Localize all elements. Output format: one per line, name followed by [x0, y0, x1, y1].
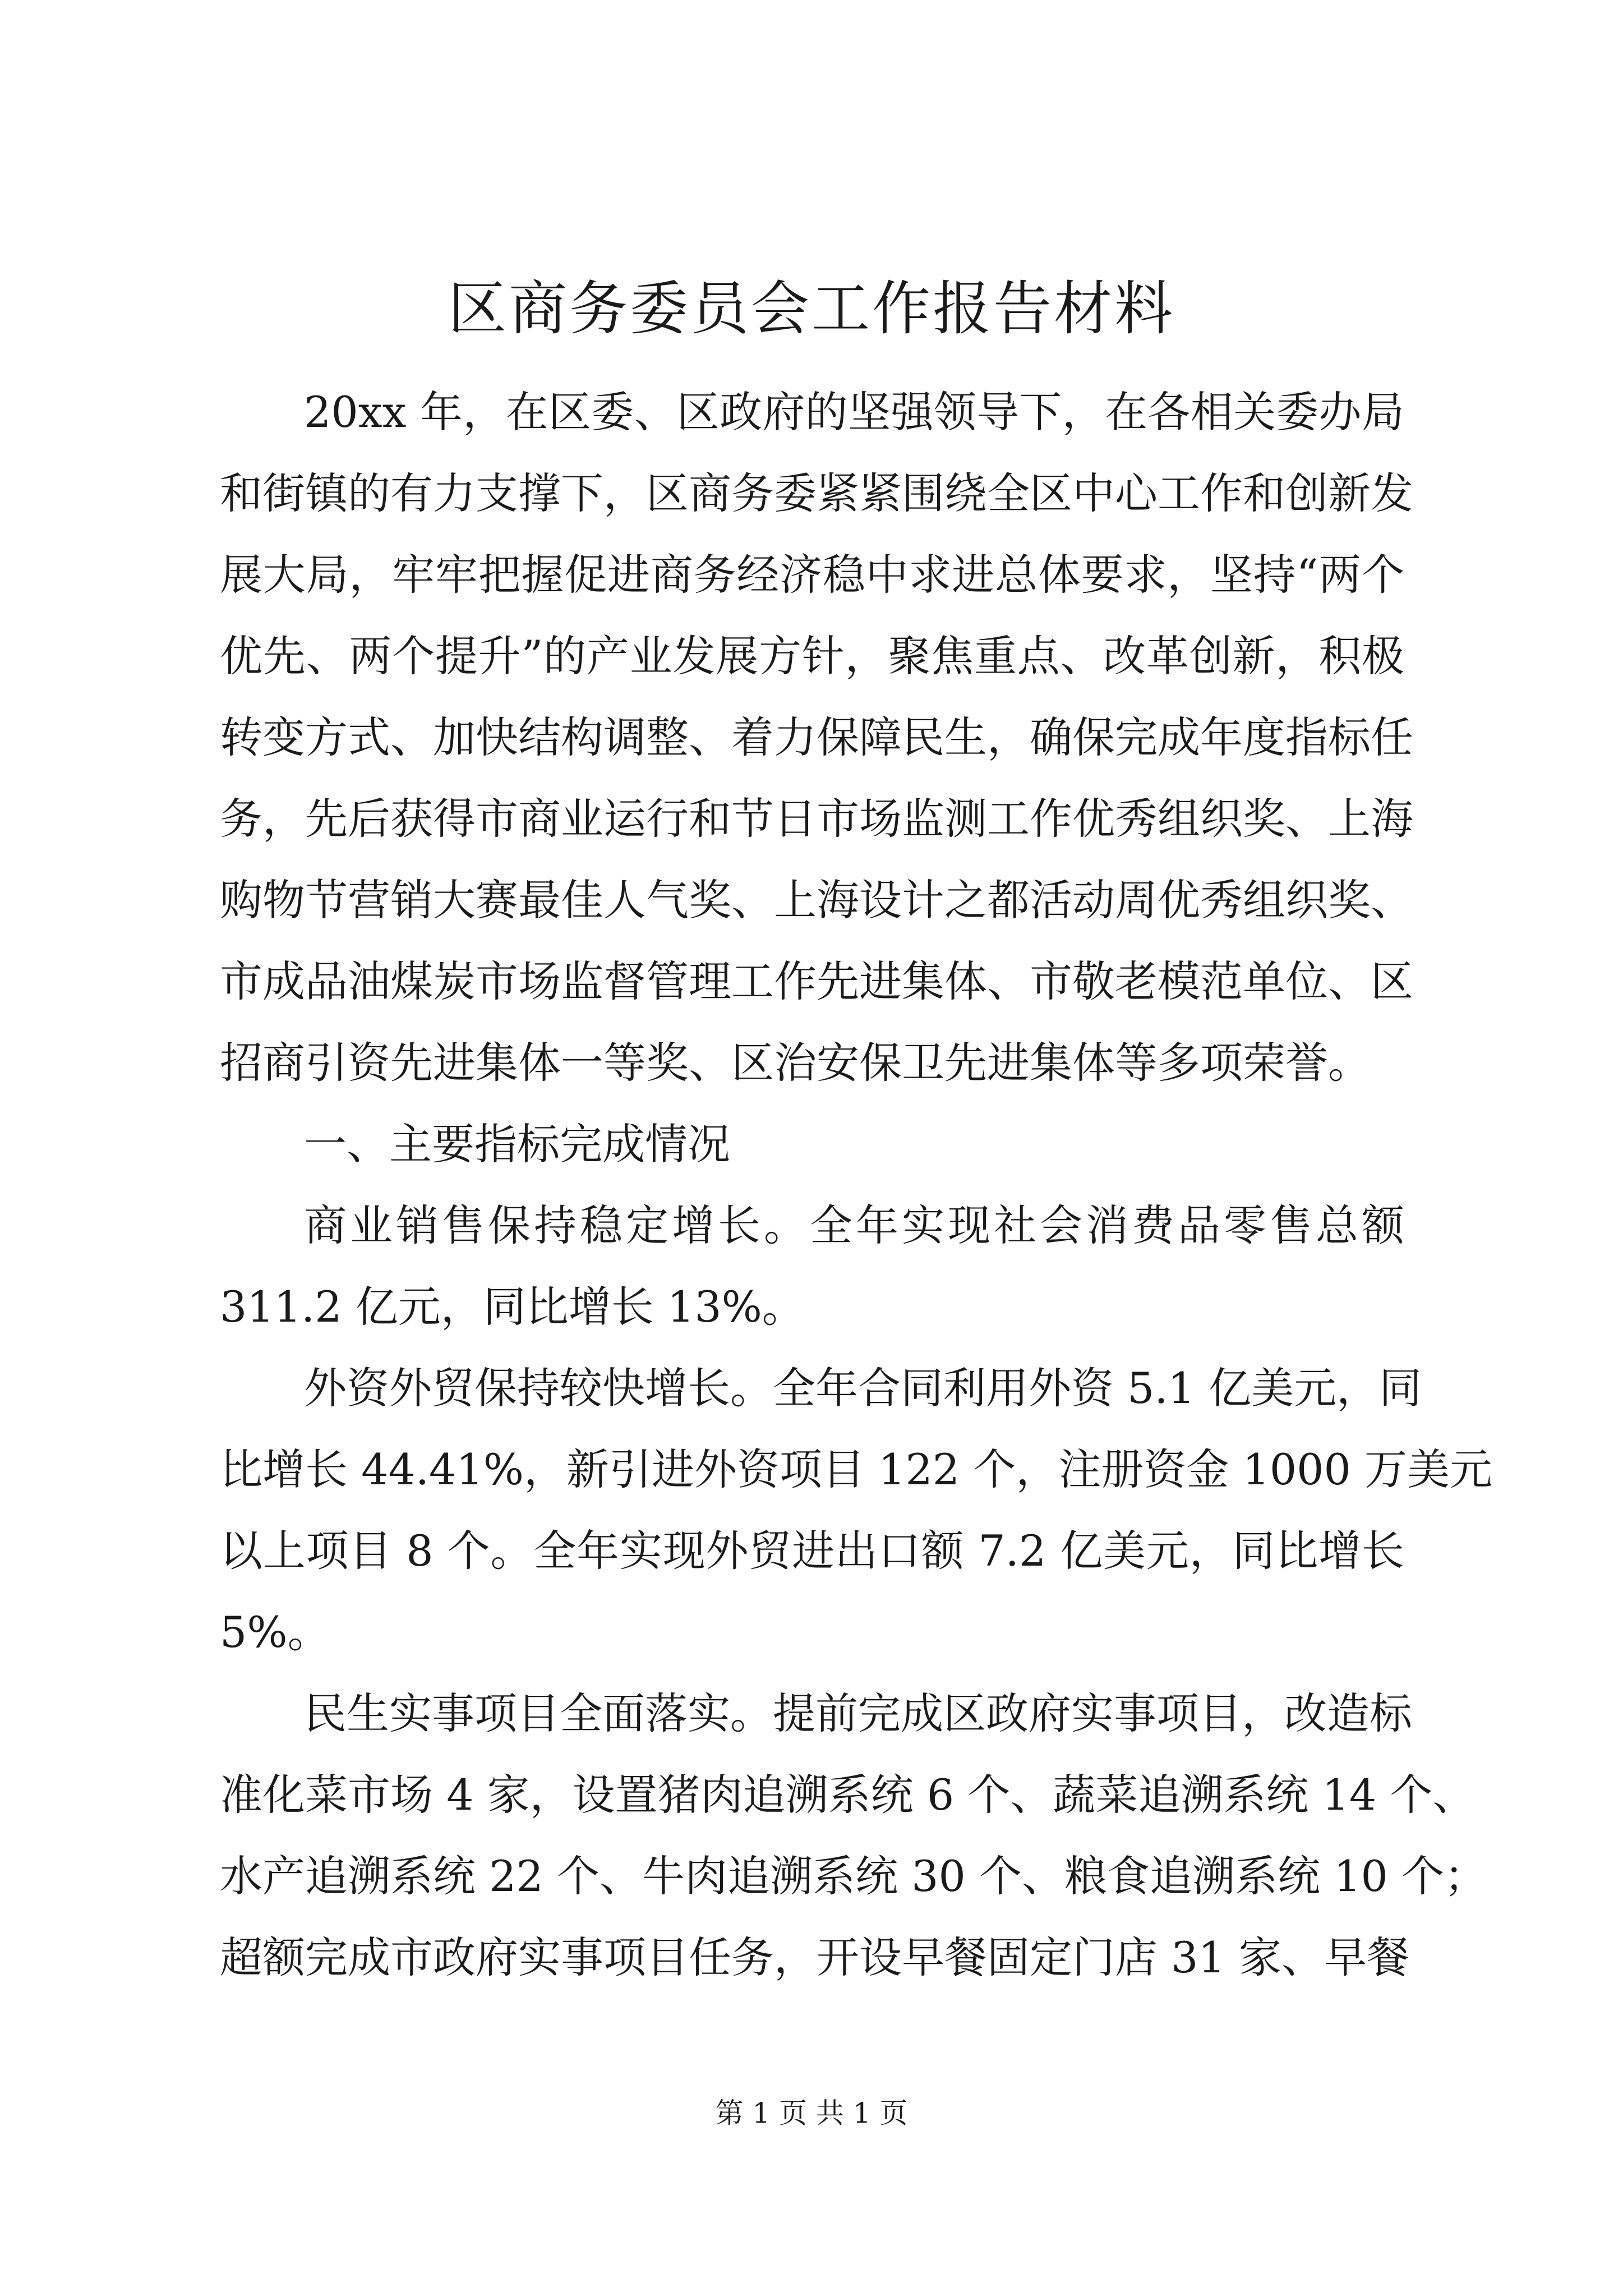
text-line: 以上项目 8 个。全年实现外贸进出口额 7.2 亿美元，同比增长	[220, 1526, 1404, 1576]
text-line: 外资外贸保持较快增长。全年合同利用外资 5.1 亿美元，同	[304, 1363, 1422, 1413]
text-line: 优先、两个提升”的产业发展方针，聚焦重点、改革创新，积极	[220, 631, 1404, 681]
text-line: 转变方式、加快结构调整、着力保障民生，确保完成年度指标任	[220, 712, 1413, 762]
text-line: 民生实事项目全面落实。提前完成区政府实事项目，改造标	[304, 1688, 1412, 1738]
document-title: 区商务委员会工作报告材料	[448, 274, 1175, 343]
text-line: 准化菜市场 4 家，设置猪肉追溯系统 6 个、蔬菜追溯系统 14 个、	[220, 1770, 1476, 1820]
page-footer: 第 1 页 共 1 页	[715, 2097, 908, 2129]
text-line: 购物节营销大赛最佳人气奖、上海设计之都活动周优秀组织奖、	[220, 875, 1413, 925]
document-body	[220, 371, 1493, 1998]
text-line: 311.2 亿元，同比增长 13%。	[220, 1282, 805, 1332]
text-line: 招商引资先进集体一等奖、区治安保卫先进集体等多项荣誉。	[220, 1038, 1371, 1088]
text-line: 展大局，牢牢把握促进商务经济稳中求进总体要求，坚持“两个	[220, 550, 1404, 600]
text-line: 5%。	[220, 1607, 330, 1657]
text-line: 一、主要指标完成情况	[304, 1119, 730, 1169]
text-line: 市成品油煤炭市场监督管理工作先进集体、市敬老模范单位、区	[220, 956, 1413, 1006]
text-line: 20xx 年，在区委、区政府的坚强领导下，在各相关委办局	[304, 387, 1404, 437]
text-line: 超额完成市政府实事项目任务，开设早餐固定门店 31 家、早餐	[220, 1932, 1410, 1982]
text-line: 商业销售保持稳定增长。全年实现社会消费品零售总额	[304, 1200, 1404, 1250]
text-line: 比增长 44.41%，新引进外资项目 122 个，注册资金 1000 万美元	[220, 1444, 1493, 1494]
text-line: 务，先后获得市商业运行和节日市场监测工作优秀组织奖、上海	[220, 794, 1413, 844]
text-line: 和街镇的有力支撑下，区商务委紧紧围绕全区中心工作和创新发	[220, 468, 1413, 518]
text-line: 水产追溯系统 22 个、牛肉追溯系统 30 个、粮食追溯系统 10 个；	[220, 1851, 1487, 1901]
